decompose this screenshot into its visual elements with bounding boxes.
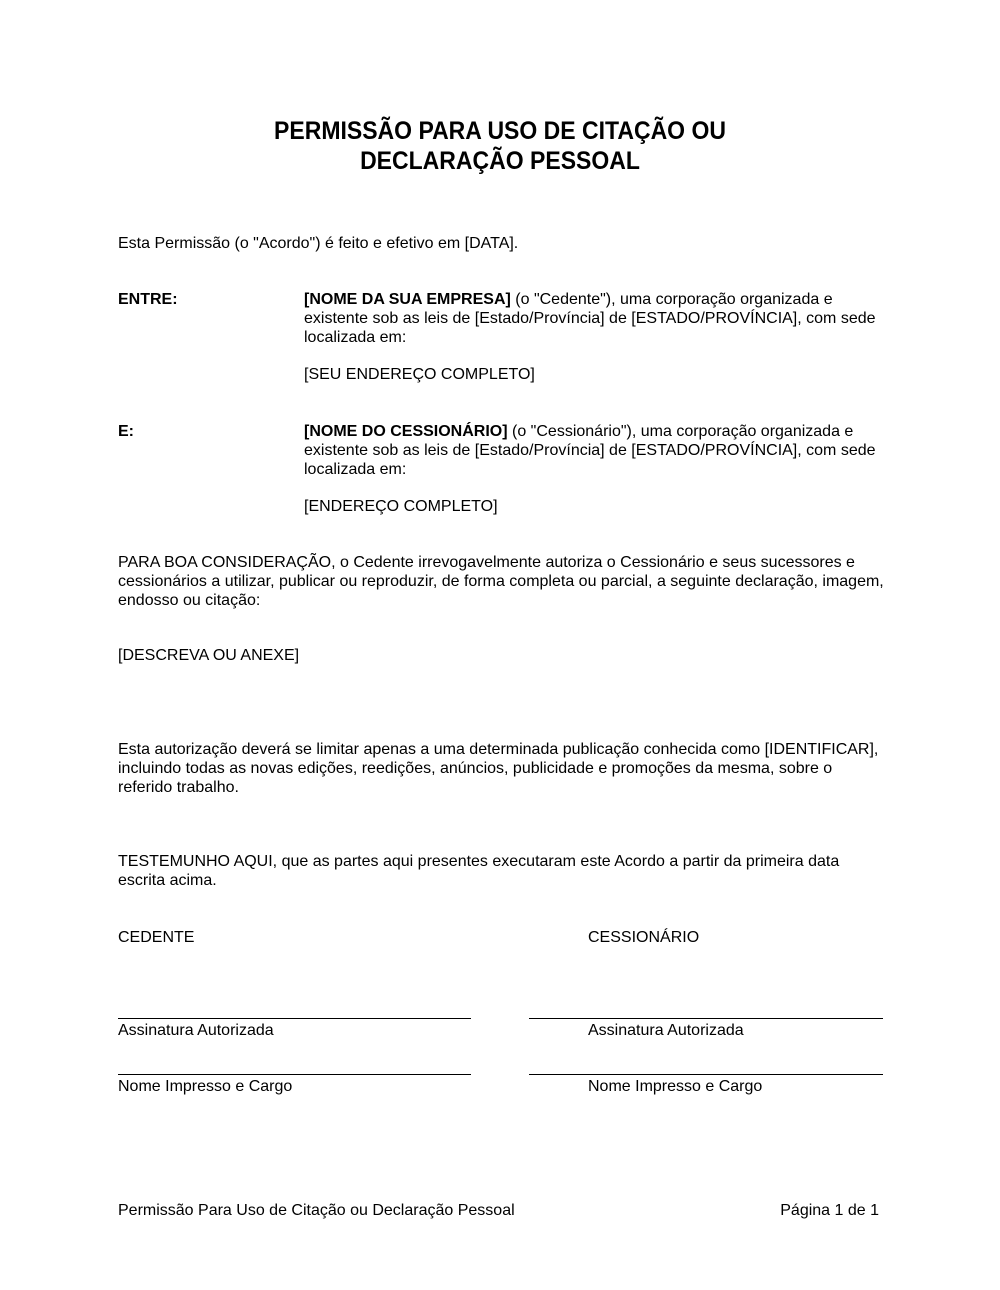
party-block-cedente: [304, 290, 884, 384]
name-line-cessionario[interactable]: [529, 1074, 883, 1075]
signature-label-cedente: Assinatura Autorizada: [118, 1022, 274, 1039]
party-block-cessionario: [304, 422, 884, 516]
limitation-paragraph: Esta autorização deverá se limitar apenas a uma determinada publicação conhecida como [IDENTIFICAR], incluindo todas as novas edições, reedições, anúncios, publicidade e promoções da mesma, sobre o referido trabalho.: [118, 741, 879, 796]
party-text: (o "Cessionário"), uma corporação organizada e existente sob as leis de [Estado/Província] de [ESTADO/PROVÍNCIA], com sede localizada em:: [304, 423, 876, 478]
party-label-e: E:: [118, 423, 134, 440]
party-address: [ENDEREÇO COMPLETO]: [304, 498, 498, 515]
party-label-entre: ENTRE:: [118, 291, 178, 308]
signature-label-cessionario: Assinatura Autorizada: [588, 1022, 744, 1039]
party-text: (o "Cedente"), uma corporação organizada e existente sob as leis de [Estado/Província] de [ESTADO/PROVÍNCIA], com sede localizada em:: [304, 291, 876, 346]
consideration-paragraph: PARA BOA CONSIDERAÇÃO, o Cedente irrevogavelmente autoriza o Cessionário e seus sucessores e cessionários a utilizar, publicar ou reproduzir, de forma completa ou parcial, a seguinte declaração, imagem, endosso ou citação:: [118, 554, 884, 609]
party-address: [SEU ENDEREÇO COMPLETO]: [304, 366, 535, 383]
title-line-2: DECLARAÇÃO PESSOAL: [360, 147, 640, 175]
document-title: [40, 116, 960, 176]
footer-page-number: Página 1 de 1: [780, 1202, 879, 1219]
title-line-1: PERMISSÃO PARA USO DE CITAÇÃO OU: [274, 117, 726, 145]
describe-placeholder: [DESCREVA OU ANEXE]: [118, 647, 300, 664]
party-name: [NOME DO CESSIONÁRIO]: [304, 423, 508, 440]
name-label-cedente: Nome Impresso e Cargo: [118, 1078, 293, 1095]
witness-paragraph: TESTEMUNHO AQUI, que as partes aqui presentes executaram este Acordo a partir da primeira data escrita acima.: [118, 853, 840, 889]
signature-heading-cessionario: CESSIONÁRIO: [588, 929, 700, 946]
party-description: [304, 290, 884, 347]
signature-heading-cedente: CEDENTE: [118, 929, 195, 946]
signature-line-cedente[interactable]: [118, 1018, 471, 1019]
name-label-cessionario: Nome Impresso e Cargo: [588, 1078, 763, 1095]
intro-paragraph: Esta Permissão (o "Acordo") é feito e efetivo em [DATA].: [118, 235, 519, 252]
party-description: [304, 422, 884, 479]
party-name: [NOME DA SUA EMPRESA]: [304, 291, 511, 308]
name-line-cedente[interactable]: [118, 1074, 471, 1075]
signature-line-cessionario[interactable]: [529, 1018, 883, 1019]
footer-title: Permissão Para Uso de Citação ou Declaração Pessoal: [118, 1202, 515, 1219]
